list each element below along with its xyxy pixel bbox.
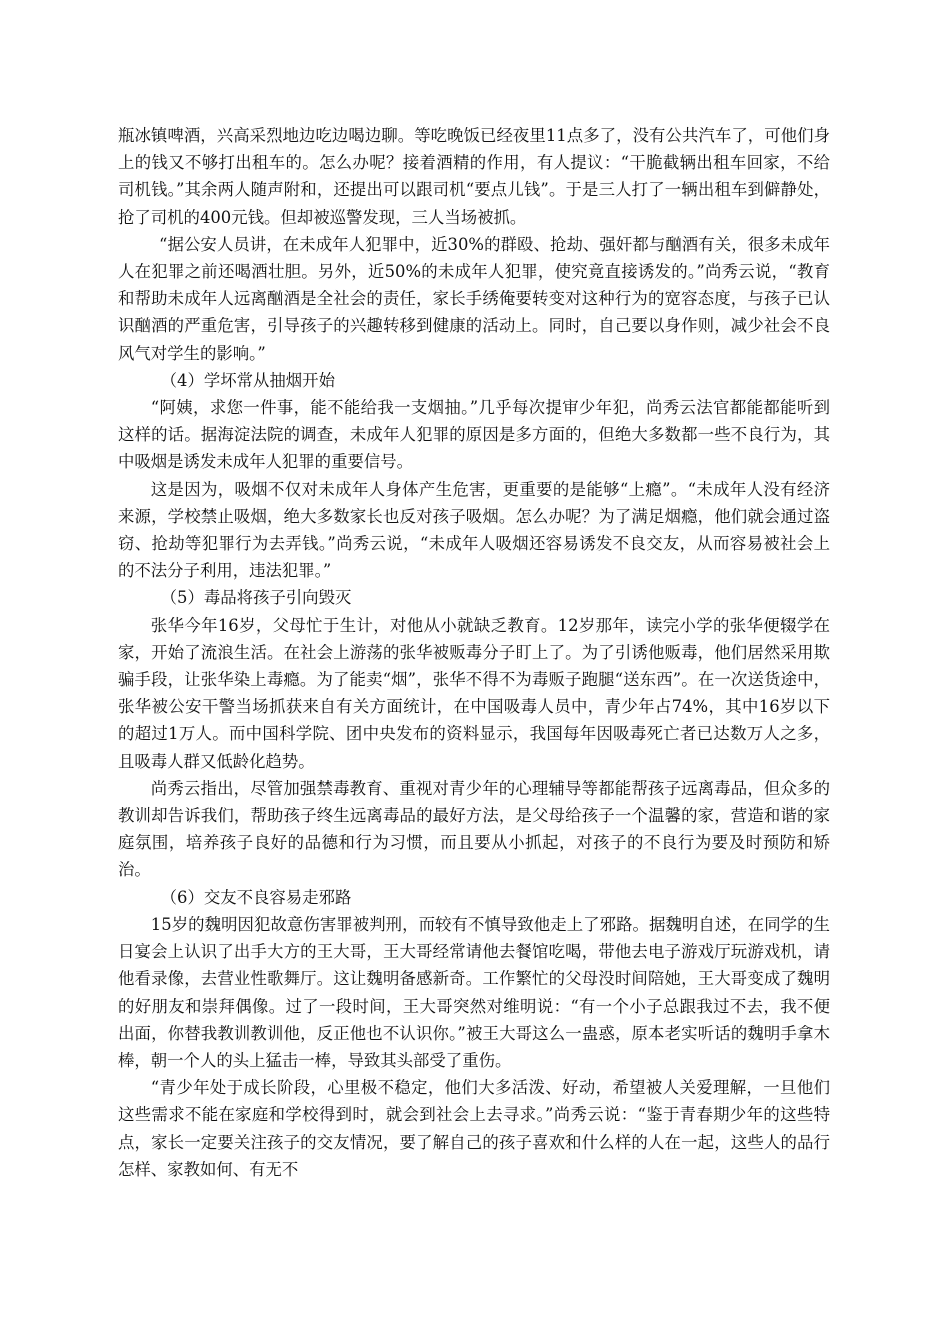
section-heading-smoking: （4）学坏常从抽烟开始 <box>160 370 335 390</box>
paragraph-smoking-addiction: 这是因为，吸烟不仅对未成年人身体产生危害，更重要的是能够“上瘾”。“未成年人没有经济来源，学校禁止吸烟，绝大多数家长也反对孩子吸烟。怎么办呢？为了满足烟瘾，他们就会通过盗窃、抢劫等犯罪行为去弄钱。”尚秀云说，“未成年人吸烟还容易诱发不良交友，从而容易被社会上的不法分子利用，违法犯罪。” <box>118 479 830 581</box>
section-heading-drugs: （5）毒品将孩子引向毁灭 <box>160 588 352 608</box>
paragraph-friends-advice: “青少年处于成长阶段，心里极不稳定，他们大多活泼、好动，希望被人关爱理解，一旦他们这些需求不能在家庭和学校得到时，就会到社会上去寻求。”尚秀云说：“鉴于青春期少年的这些特点，家长一定要关注孩子的交友情况，要了解自己的孩子喜欢和什么样的人在一起，这些人的品行怎样、家教如何、有无不 <box>118 1078 830 1179</box>
section-heading-friends: （6）交友不良容易走邪路 <box>160 887 352 907</box>
paragraph-smoking-request: “阿姨，求您一件事，能不能给我一支烟抽。”几乎每次提审少年犯，尚秀云法官都能都能听到这样的话。据海淀法院的调查，未成年人犯罪的原因是多方面的，但绝大多数都一些不良行为，其中吸烟是诱发未成年人犯罪的重要信号。 <box>118 398 830 472</box>
paragraph-friends-story: 15岁的魏明因犯故意伤害罪被判刑，而较有不慎导致他走上了邪路。据魏明自述，在同学的生日宴会上认识了出手大方的王大哥，王大哥经常请他去餐馆吃喝，带他去电子游戏厅玩游戏机，请他看录像，去营业性歌舞厅。这让魏明备感新奇。工作繁忙的父母没时间陪她，王大哥变成了魏明的好朋友和崇拜偶像。过了一段时间，王大哥突然对维明说：“有一个小子总跟我过不去，我不便出面，你替我教训教训他，反正他也不认识你。”被王大哥这么一蛊惑，原本老实听话的魏明手拿木棒，朝一个人的头上猛击一棒，导致其头部受了重伤。 <box>118 914 830 1070</box>
paragraph-drugs-story: 张华今年16岁，父母忙于生计，对他从小就缺乏教育。12岁那年，读完小学的张华便辍学在家，开始了流浪生活。在社会上游荡的张华被贩毒分子盯上了。为了引诱他贩毒，他们居然采用欺骗手段，让张华染上毒瘾。为了能卖“烟”，张华不得不为毒贩子跑腿“送东西”。在一次送货途中，张华被公安干警当场抓获来自有关方面统计，在中国吸毒人员中，青少年占74%，其中16岁以下的超过1万人。而中国科学院、团中央发布的资料显示，我国每年因吸毒死亡者已达数万人之多，且吸毒人群又低龄化趋势。 <box>118 615 830 771</box>
paragraph-alcohol-statistics: “据公安人员讲，在未成年人犯罪中，近30%的群殴、抢劫、强奸都与酗酒有关，很多未成年人在犯罪之前还喝酒壮胆。另外，近50%的未成年人犯罪，使究竟直接诱发的。”尚秀云说，“教育和帮助未成年人远离酗酒是全社会的责任，家长手绣俺要转变对这种行为的宽容态度，与孩子已认识酗酒的严重危害，引导孩子的兴趣转移到健康的活动上。同时，自己要以身作则，减少社会不良风气对学生的影响。” <box>118 234 830 363</box>
document-page <box>118 122 830 1183</box>
paragraph-drinking-story-end: 瓶冰镇啤酒，兴高采烈地边吃边喝边聊。等吃晚饭已经夜里11点多了，没有公共汽车了，可他们身上的钱又不够打出租车的。怎么办呢？接着酒精的作用，有人提议：“干脆截辆出租车回家，不给司机钱。”其余两人随声附和，还提出可以跟司机“要点儿钱”。于是三人打了一辆出租车到僻静处，抢了司机的400元钱。但却被巡警发现，三人当场被抓。 <box>118 126 830 227</box>
paragraph-drugs-advice: 尚秀云指出，尽管加强禁毒教育、重视对青少年的心理辅导等都能帮孩子远离毒品，但众多的教训却告诉我们，帮助孩子终生远离毒品的最好方法，是父母给孩子一个温馨的家，营造和谐的家庭氛围，培养孩子良好的品德和行为习惯，而且要从小抓起，对孩子的不良行为要及时预防和矫治。 <box>118 778 830 880</box>
